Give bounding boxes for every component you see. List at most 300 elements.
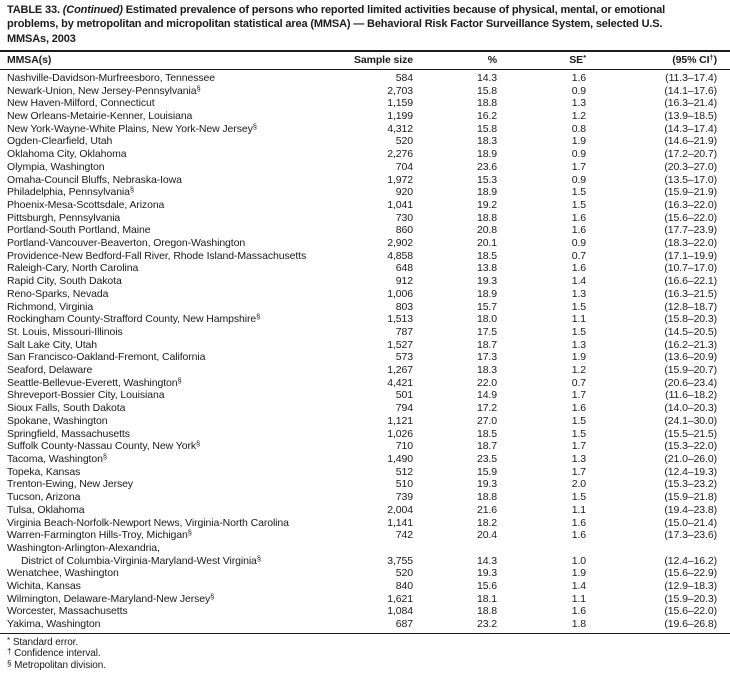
confidence-interval-value: (15.9–20.7) (664, 364, 717, 377)
standard-error-value: 1.1 (571, 592, 586, 605)
sample-size-value: 787 (395, 325, 413, 338)
mmsa-name-text: District of Columbia-Virginia-Maryland-West Virginia (21, 554, 257, 567)
standard-error-value: 1.4 (571, 580, 586, 593)
confidence-interval-value: (14.1–17.6) (664, 84, 717, 97)
footnote-marker: * (7, 635, 11, 645)
confidence-interval-value: (15.6–22.0) (664, 211, 717, 224)
mmsa-name (0, 224, 350, 237)
table-row (0, 440, 730, 453)
confidence-interval-value: (16.3–21.5) (664, 287, 717, 300)
table-row (0, 123, 730, 136)
mmsa-name-text: Nashville-Davidson-Murfreesboro, Tennessee (7, 71, 216, 84)
se-header-text: SE (569, 53, 584, 66)
mmsa-name-text: Rapid City, South Dakota (7, 275, 122, 288)
mmsa-name-text: Ogden-Clearfield, Utah (7, 135, 113, 148)
standard-error-value: 1.2 (571, 110, 586, 122)
percent-value: 13.8 (476, 262, 497, 275)
table-row (0, 567, 730, 580)
mmsa-name (0, 389, 350, 402)
mmsa-name-sup: § (252, 122, 257, 131)
sample-size-value: 4,858 (387, 249, 413, 262)
mmsa-name-text: Yakima, Washington (7, 618, 101, 631)
prevalence-table (0, 50, 730, 634)
mmsa-name-text: Omaha-Council Bluffs, Nebraska-Iowa (7, 173, 182, 186)
table-row (0, 148, 730, 161)
table-row (0, 161, 730, 174)
standard-error-value: 1.9 (571, 351, 586, 364)
standard-error-value: 1.5 (571, 325, 586, 338)
table-row (0, 174, 730, 187)
standard-error-value: 1.5 (571, 414, 586, 427)
sample-size-value: 510 (395, 478, 413, 491)
percent-value: 18.8 (476, 211, 497, 224)
confidence-interval-value: (16.2–21.3) (664, 338, 717, 351)
standard-error-value: 0.7 (571, 376, 586, 389)
standard-error-value: 1.6 (571, 529, 586, 542)
percent-value: 14.9 (476, 389, 497, 402)
mmsa-name (0, 174, 350, 187)
mmsa-name (0, 605, 350, 618)
mmsa-name (0, 135, 350, 148)
title-line-1 (7, 3, 730, 17)
mmsa-name-text: Portland-South Portland, Maine (7, 224, 151, 237)
mmsa-name-text: Spokane, Washington (7, 414, 108, 427)
sample-size-value: 1,199 (387, 110, 413, 122)
percent-value: 18.7 (476, 440, 497, 453)
mmsa-name-text: Seattle-Bellevue-Everett, Washington (7, 376, 178, 389)
mmsa-name (0, 580, 350, 593)
standard-error-value: 1.5 (571, 186, 586, 199)
confidence-interval-value: (16.3–22.0) (664, 198, 717, 211)
confidence-interval-value: (10.7–17.0) (664, 262, 717, 275)
percent-value: 18.2 (476, 516, 497, 529)
mmsa-name (0, 110, 350, 123)
footnotes (0, 637, 730, 671)
se-header-sup: * (583, 52, 586, 62)
mmsa-name (0, 504, 350, 517)
mmsa-name-sup: § (210, 592, 215, 601)
standard-error-value: 1.1 (571, 503, 586, 516)
table-row (0, 97, 730, 110)
title-line-1-rest: Estimated prevalence of persons who reported limited activities because of physical, mental, or emotional (122, 4, 666, 16)
mmsa-name-text: Portland-Vancouver-Beaverton, Oregon-Washington (7, 237, 246, 250)
confidence-interval-value: (16.6–22.1) (664, 275, 717, 288)
standard-error-value: 1.2 (571, 364, 586, 377)
percent-value: 17.5 (476, 325, 497, 338)
col-header-standard-error (497, 51, 586, 70)
percent-value: 19.3 (476, 275, 497, 288)
table-row (0, 415, 730, 428)
sample-size-value: 1,513 (387, 313, 413, 326)
mmsa-name-sup: § (129, 186, 135, 195)
mmsa-name (0, 618, 350, 633)
confidence-interval-value: (21.0–26.0) (664, 452, 717, 465)
mmsa-name (0, 593, 350, 606)
table-row (0, 402, 730, 415)
mmsa-name-text: Newark-Union, New Jersey-Pennsylvania (7, 84, 197, 97)
table-row (0, 504, 730, 517)
confidence-interval-value: (11.6–18.2) (665, 389, 717, 402)
mmsa-name (0, 555, 350, 568)
percent-value: 14.3 (476, 71, 497, 84)
table-row (0, 186, 730, 199)
mmsa-name (0, 491, 350, 504)
table-row (0, 224, 730, 237)
mmsa-name (0, 466, 350, 479)
standard-error-value: 2.0 (571, 478, 586, 491)
mmsa-name (0, 275, 350, 288)
mmsa-name-text: Reno-Sparks, Nevada (7, 287, 109, 300)
mmsa-name (0, 199, 350, 212)
sample-size-value: 512 (395, 465, 413, 478)
percent-value: 18.1 (476, 592, 497, 605)
header-row (0, 51, 730, 70)
confidence-interval-value: (16.3–21.4) (664, 97, 717, 110)
mmsa-name (0, 161, 350, 174)
percent-value: 23.6 (476, 160, 497, 173)
standard-error-value: 0.7 (571, 249, 586, 262)
ci-header-suffix: ) (713, 53, 717, 66)
percent-value: 14.3 (476, 554, 497, 567)
mmsa-name (0, 542, 350, 555)
percent-value: 20.4 (476, 529, 497, 542)
mmsa-name (0, 148, 350, 161)
table-row (0, 491, 730, 504)
percent-value: 15.9 (476, 465, 497, 478)
sample-size-value: 520 (395, 567, 413, 580)
mmsa-name-sup: § (196, 84, 201, 93)
mmsa-name (0, 440, 350, 453)
percent-value: 19.2 (476, 198, 497, 211)
table-row (0, 428, 730, 441)
confidence-interval-value: (12.9–18.3) (664, 580, 717, 593)
sample-size-value: 1,621 (387, 592, 413, 605)
sample-size-value: 3,755 (387, 554, 413, 567)
confidence-interval-value: (13.9–18.5) (664, 110, 717, 122)
mmsa-name (0, 301, 350, 314)
mmsa-name (0, 529, 350, 542)
percent-value: 27.0 (476, 414, 497, 427)
table-row (0, 69, 730, 84)
table-row (0, 618, 730, 633)
standard-error-value: 1.6 (571, 516, 586, 529)
standard-error-value: 1.0 (571, 554, 586, 567)
table-row (0, 478, 730, 491)
mmsa-name-text: Providence-New Bedford-Fall River, Rhode Island-Massachusetts (7, 249, 307, 262)
percent-value: 15.7 (476, 300, 497, 313)
mmsa-name (0, 313, 350, 326)
sample-size-value: 803 (395, 300, 413, 313)
footnote-marker: § (7, 658, 12, 668)
table-row (0, 326, 730, 339)
col-header-sample-size: Sample size (353, 53, 413, 66)
mmsa-name (0, 402, 350, 415)
mmsa-name (0, 453, 350, 466)
percent-value: 15.8 (476, 122, 497, 135)
sample-size-value: 704 (395, 160, 413, 173)
footnote-text: Metropolitan division. (14, 659, 106, 671)
title-line-3: MMSAs, 2003 (7, 32, 76, 45)
standard-error-value: 1.3 (571, 452, 586, 465)
standard-error-value: 1.7 (571, 389, 586, 402)
standard-error-value: 1.8 (571, 618, 586, 631)
ci-header-text: (95% CI (672, 53, 710, 66)
standard-error-value: 0.9 (571, 237, 586, 250)
standard-error-value: 1.5 (571, 491, 586, 504)
mmsa-name-text: New Haven-Milford, Connecticut (7, 97, 155, 110)
footnote-text: Confidence interval. (14, 648, 101, 660)
confidence-interval-value: (15.9–20.3) (664, 592, 717, 605)
mmsa-name (0, 85, 350, 98)
mmsa-name-text: Topeka, Kansas (7, 465, 81, 478)
table-row (0, 517, 730, 530)
sample-size-value: 1,026 (387, 427, 413, 440)
sample-size-value: 1,972 (387, 173, 413, 186)
confidence-interval-value (586, 542, 730, 555)
mmsa-name (0, 377, 350, 390)
footnote-confidence-interval (7, 648, 730, 659)
mmsa-name (0, 415, 350, 428)
confidence-interval-value: (20.3–27.0) (664, 160, 717, 173)
mmsa-name-text: Tacoma, Washington (7, 452, 103, 465)
percent-value: 20.1 (476, 237, 497, 250)
standard-error-value: 0.8 (571, 122, 586, 135)
standard-error-value: 1.6 (571, 605, 586, 618)
sample-size-value: 710 (395, 440, 413, 453)
percent-value: 18.3 (476, 364, 497, 377)
confidence-interval-value: (15.0–21.4) (664, 516, 717, 529)
confidence-interval-value: (12.8–18.7) (664, 300, 717, 313)
footnote-text: Standard error. (12, 636, 79, 648)
confidence-interval-value: (15.6–22.0) (664, 605, 717, 618)
table-row (0, 529, 730, 542)
table-row (0, 364, 730, 377)
standard-error-value: 1.6 (571, 211, 586, 224)
confidence-interval-value: (15.3–22.0) (664, 440, 717, 453)
mmsa-name-text: Raleigh-Cary, North Carolina (7, 262, 139, 275)
percent-value: 18.8 (476, 491, 497, 504)
confidence-interval-value: (17.3–23.6) (664, 529, 717, 542)
table-row (0, 288, 730, 301)
confidence-interval-value: (14.6–21.9) (664, 135, 717, 148)
confidence-interval-value: (13.6–20.9) (664, 351, 717, 364)
mmsa-name-text: Tulsa, Oklahoma (7, 503, 85, 516)
table-row (0, 313, 730, 326)
percent-value: 17.2 (476, 402, 497, 415)
col-header-mmsa: MMSA(s) (7, 53, 52, 66)
mmsa-name-text: Richmond, Virginia (7, 300, 94, 313)
mmsa-name (0, 364, 350, 377)
standard-error-value: 1.7 (571, 440, 586, 453)
standard-error-value: 1.5 (571, 427, 586, 440)
mmsa-name-text: St. Louis, Missouri-Illinois (7, 325, 123, 338)
ci-header-sup: † (709, 52, 714, 62)
standard-error-value: 0.9 (571, 173, 586, 186)
mmsa-name-text: Sioux Falls, South Dakota (7, 402, 126, 415)
sample-size-value: 860 (395, 224, 413, 237)
confidence-interval-value: (14.3–17.4) (664, 122, 717, 135)
standard-error-value: 1.3 (571, 338, 586, 351)
mmsa-name-text: Phoenix-Mesa-Scottsdale, Arizona (7, 198, 165, 211)
mmsa-name (0, 567, 350, 580)
mmsa-name-text: Pittsburgh, Pennsylvania (7, 211, 121, 224)
standard-error-value: 1.6 (571, 224, 586, 237)
percent-value: 18.9 (476, 287, 497, 300)
percent-value: 18.3 (476, 135, 497, 148)
mmsa-name-sup: § (256, 313, 261, 322)
mmsa-name (0, 250, 350, 263)
mmsa-name-text: Philadelphia, Pennsylvania (7, 186, 130, 199)
percent-value: 18.7 (476, 338, 497, 351)
sample-size-value: 2,004 (387, 503, 413, 516)
table-row (0, 453, 730, 466)
footnote-marker: † (7, 647, 12, 657)
mmsa-name-text: New Orleans-Metairie-Kenner, Louisiana (7, 110, 193, 122)
confidence-interval-value: (12.4–16.2) (664, 554, 717, 567)
confidence-interval-value: (15.8–20.3) (664, 313, 717, 326)
confidence-interval-value: (15.9–21.8) (664, 491, 717, 504)
title-continued: (Continued) (62, 4, 123, 16)
table-row (0, 212, 730, 225)
percent-value: 15.8 (476, 84, 497, 97)
percent-value: 18.8 (476, 97, 497, 110)
mmsa-name-text: Trenton-Ewing, New Jersey (7, 478, 134, 491)
table-row (0, 605, 730, 618)
sample-size-value: 1,041 (387, 198, 413, 211)
mmsa-name (0, 123, 350, 136)
sample-size-value: 742 (395, 529, 413, 542)
table-row (0, 555, 730, 568)
percent-value: 19.3 (476, 478, 497, 491)
sample-size-value: 1,267 (387, 364, 413, 377)
percent-value: 19.3 (476, 567, 497, 580)
col-header-percent: % (487, 53, 497, 66)
standard-error-value: 1.5 (571, 300, 586, 313)
sample-size-value: 1,084 (387, 605, 413, 618)
table-row (0, 262, 730, 275)
mmsa-name (0, 69, 350, 84)
mmsa-name (0, 428, 350, 441)
sample-size-value: 573 (395, 351, 413, 364)
standard-error-value: 1.9 (571, 135, 586, 148)
percent-value: 16.2 (476, 110, 497, 122)
standard-error-value: 1.6 (571, 71, 586, 84)
percent-value: 15.3 (476, 173, 497, 186)
sample-size-value: 4,312 (387, 122, 413, 135)
standard-error-value: 0.9 (571, 84, 586, 97)
confidence-interval-value: (14.0–20.3) (664, 402, 717, 415)
percent-value: 17.3 (476, 351, 497, 364)
confidence-interval-value: (19.6–26.8) (664, 618, 717, 631)
sample-size-value: 648 (395, 262, 413, 275)
table-row (0, 199, 730, 212)
confidence-interval-value: (12.4–19.3) (664, 465, 717, 478)
mmsa-name-text: Wichita, Kansas (7, 580, 81, 593)
footnote-metropolitan-division (7, 660, 730, 671)
mmsa-name-text: Wenatchee, Washington (7, 567, 119, 580)
sample-size-value: 501 (395, 389, 413, 402)
mmsa-name-text: Worcester, Massachusetts (7, 605, 128, 618)
percent-value: 18.9 (476, 148, 497, 161)
percent-value: 15.6 (476, 580, 497, 593)
confidence-interval-value: (14.5–20.5) (664, 325, 717, 338)
sample-size-value: 1,141 (387, 516, 413, 529)
mmsa-name-text: New York-Wayne-White Plains, New York-New Jersey (7, 122, 253, 135)
title-line-2: problems, by metropolitan and micropolitan statistical area (MMSA) — Behavioral Risk Factor Surveillance System, selected U.S. (7, 18, 663, 31)
mmsa-name-sup: § (196, 440, 201, 449)
standard-error-value (497, 542, 586, 555)
sample-size-value: 2,902 (387, 237, 413, 250)
confidence-interval-value: (17.7–23.9) (664, 224, 717, 237)
standard-error-value: 1.9 (571, 567, 586, 580)
mmsa-name-sup: § (187, 529, 192, 538)
mmsa-name-text: Seaford, Delaware (7, 364, 93, 377)
sample-size-value: 520 (395, 135, 413, 148)
percent-value: 23.5 (476, 452, 497, 465)
table-row (0, 301, 730, 314)
table-row (0, 85, 730, 98)
percent-value: 21.6 (476, 503, 497, 516)
standard-error-value: 1.4 (571, 275, 586, 288)
sample-size-value: 1,527 (387, 338, 413, 351)
confidence-interval-value: (11.3–17.4) (665, 71, 717, 84)
mmsa-name-sup: § (177, 376, 182, 385)
sample-size-value: 920 (395, 186, 413, 199)
mmsa-name (0, 186, 350, 199)
confidence-interval-value: (18.3–22.0) (664, 237, 717, 250)
mmsa-name-sup: § (256, 554, 261, 563)
standard-error-value: 0.9 (571, 148, 586, 161)
percent-value: 18.9 (476, 186, 497, 199)
sample-size-value: 1,006 (387, 287, 413, 300)
standard-error-value: 1.5 (571, 198, 586, 211)
mmsa-name-text: Shreveport-Bossier City, Louisiana (7, 389, 165, 402)
mmsa-name-text: Olympia, Washington (7, 160, 105, 173)
mmsa-name-text: Salt Lake City, Utah (7, 338, 98, 351)
table-row (0, 135, 730, 148)
table-row (0, 339, 730, 352)
mmsa-name (0, 351, 350, 364)
percent-value: 18.8 (476, 605, 497, 618)
table-row (0, 351, 730, 364)
confidence-interval-value: (17.2–20.7) (664, 148, 717, 161)
table-row (0, 275, 730, 288)
table-body (0, 69, 730, 633)
sample-size-value: 1,121 (387, 414, 413, 427)
table-row (0, 250, 730, 263)
confidence-interval-value: (15.5–21.5) (664, 427, 717, 440)
title-prefix: TABLE 33. (7, 4, 63, 16)
sample-size-value: 1,159 (387, 97, 413, 110)
table-row (0, 110, 730, 123)
table-row (0, 593, 730, 606)
percent-value: 22.0 (476, 376, 497, 389)
standard-error-value: 1.3 (571, 287, 586, 300)
mmsa-name-text: Oklahoma City, Oklahoma (7, 148, 127, 161)
sample-size-value: 2,276 (387, 148, 413, 161)
mmsa-name (0, 262, 350, 275)
percent-value: 18.0 (476, 313, 497, 326)
standard-error-value: 1.1 (571, 313, 586, 326)
confidence-interval-value: (15.3–23.2) (664, 478, 717, 491)
standard-error-value: 1.6 (571, 262, 586, 275)
percent-value: 18.5 (476, 249, 497, 262)
mmsa-name (0, 212, 350, 225)
sample-size-value (350, 542, 413, 555)
table-row (0, 377, 730, 390)
mmsa-name (0, 97, 350, 110)
mmsa-name-text: Tucson, Arizona (7, 491, 81, 504)
